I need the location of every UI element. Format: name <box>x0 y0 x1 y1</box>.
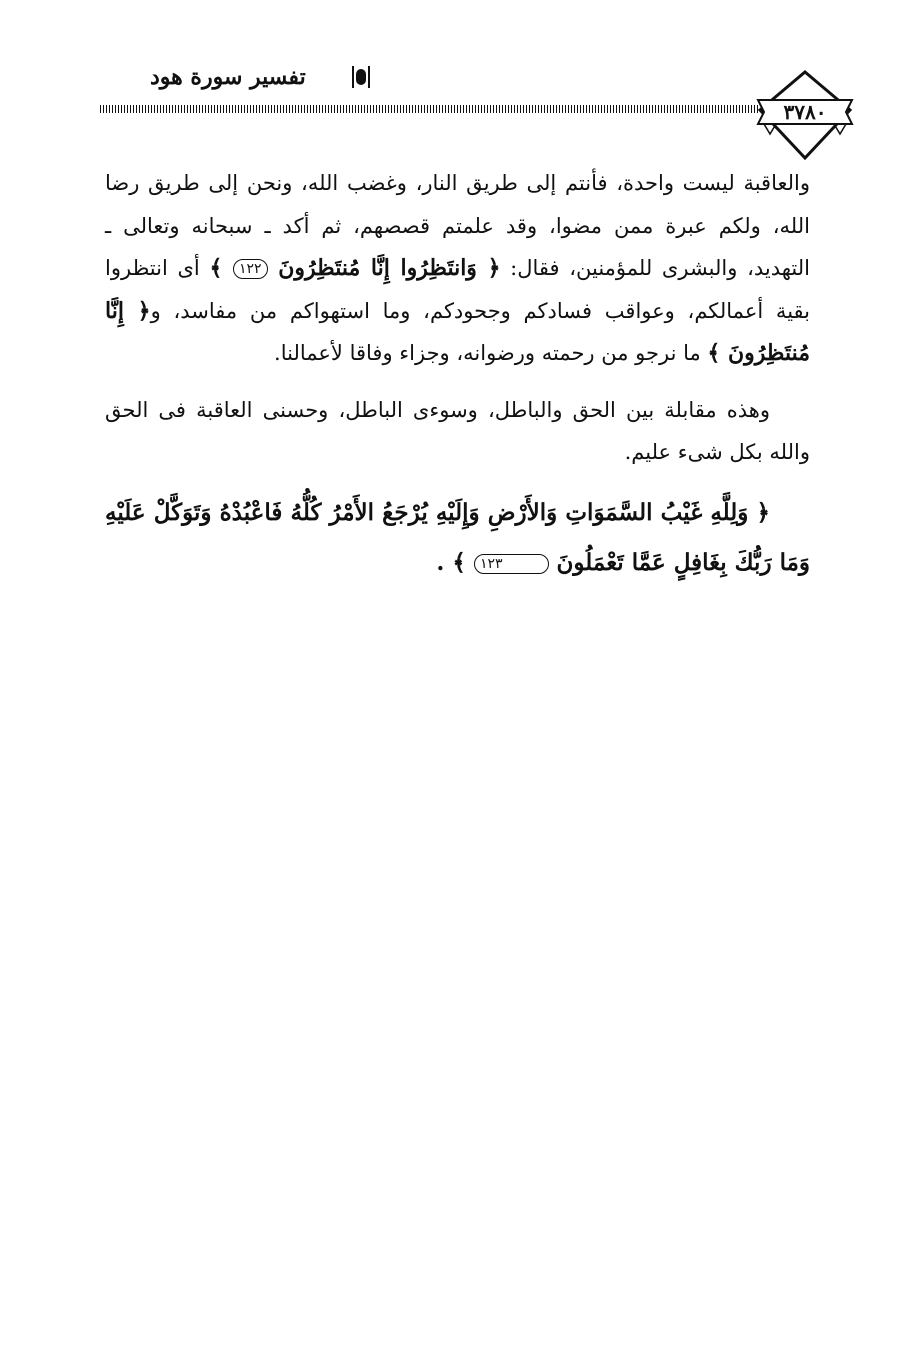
text-run: والعاقبة ليست واحدة، فأنتم إلى طريق النار، وغضب الله، ونحن إلى طريق رضا الله، ولكم عبرة ممن مضوا، وقد علمتم قصصهم، ثم أكد ـ سبحانه وتعالى ـ التهديد، والبشرى للمؤمنين، فقال: <box>105 171 810 280</box>
text-run: أى انتظروا بقية أعمالكم، وعواقب فسادكم وجحودكم، وما استهواكم من مفاسد، و <box>105 256 810 323</box>
body-text <box>105 162 810 602</box>
page-number-badge <box>750 70 860 160</box>
verse-text: ﴿ وَانتَظِرُوا إِنَّا مُنتَظِرُونَ <box>278 255 501 281</box>
verse-text: ﴿ وَلِلَّهِ غَيْبُ السَّمَوَاتِ وَالأَرْضِ وَإِلَيْهِ يُرْجَعُ الأَمْرُ كُلُّهُ فَاعْبُدْهُ وَتَوَكَّلْ عَلَيْهِ وَمَا رَبُّكَ بِغَافِلٍ عَمَّا تَعْمَلُونَ <box>105 498 810 576</box>
text-run: ما نرجو من رحمته ورضوانه، وجزاء وفاقا لأعمالنا. <box>274 341 708 365</box>
surah-title: تفسير سورة هود <box>150 64 306 90</box>
quran-verse-block <box>105 488 810 588</box>
verse-quote: ﴿ إِنَّا مُنتَظِرُونَ ﴾ <box>105 297 810 366</box>
verse-number: ١٢٣ <box>474 554 549 574</box>
ornament-icon <box>350 64 372 90</box>
page-number: ٣٧٨٠ <box>783 100 827 124</box>
paragraph-2: وهذه مقابلة بين الحق والباطل، وسوءى الباطل، وحسنى العاقبة فى الحق والله بكل شىء عليم. <box>105 397 810 464</box>
verse-end: ﴾ <box>209 255 223 281</box>
verse-number: ١٢٢ <box>233 259 268 279</box>
page-header <box>100 60 860 155</box>
verse-end: ﴾ . <box>436 548 466 576</box>
header-rule <box>100 105 760 113</box>
paragraph-1 <box>105 162 810 375</box>
verse-quote <box>209 255 500 281</box>
